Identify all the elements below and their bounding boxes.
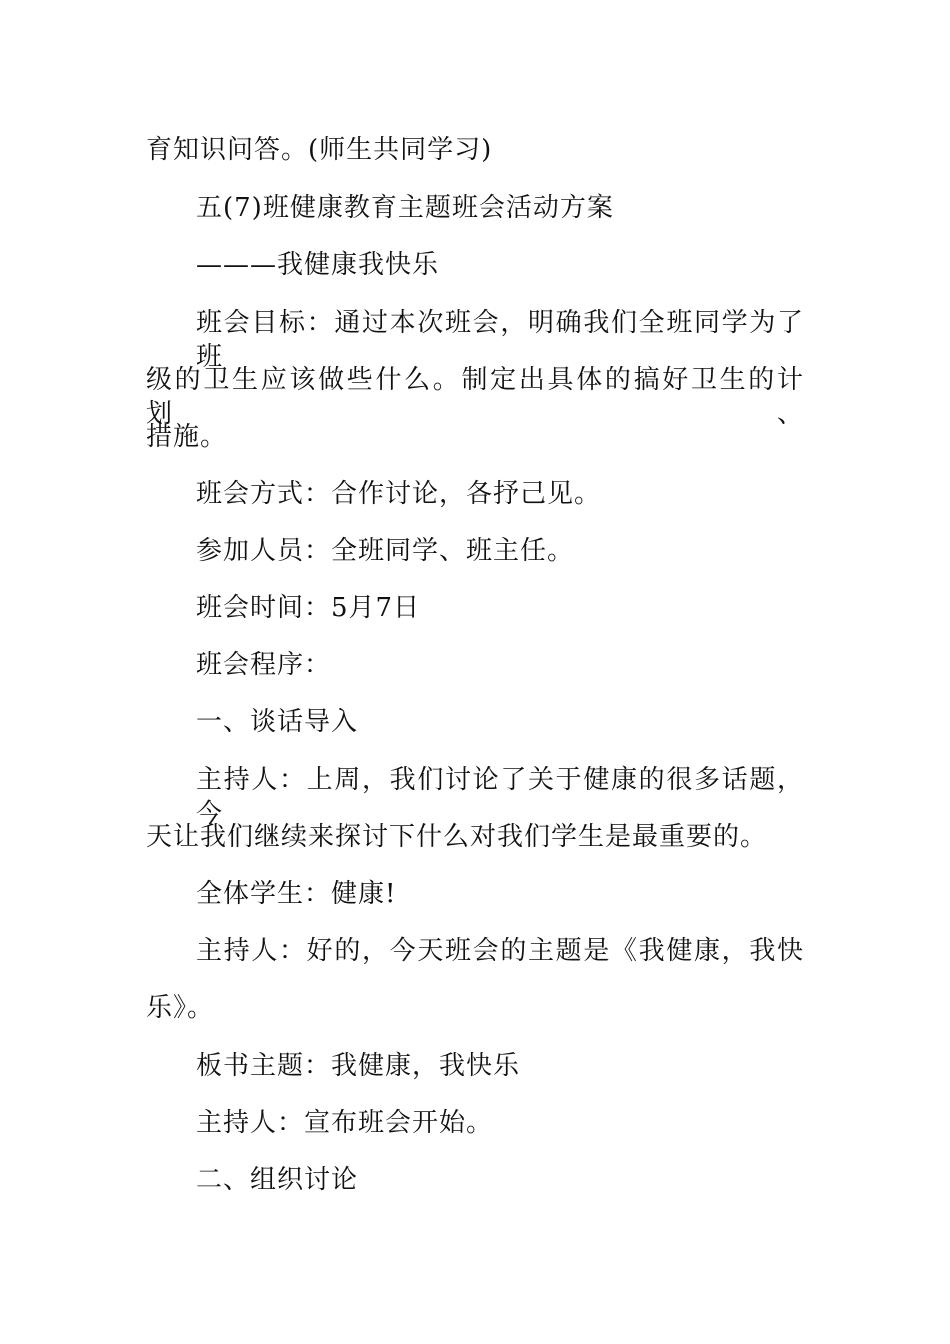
host-line-2: 天让我们继续来探讨下什么对我们学生是最重要的。 <box>146 822 768 852</box>
meeting-goal-line-3: 措施。 <box>146 422 228 452</box>
board-theme: 板书主题：我健康，我快乐 <box>196 1051 521 1081</box>
host-line-1: 主持人：上周，我们讨论了关于健康的很多话题，今 <box>196 765 804 829</box>
students-response: 全体学生：健康! <box>196 879 397 909</box>
host-theme-line-1: 主持人：好的，今天班会的主题是《我健康，我快 <box>196 936 804 966</box>
host-announcement: 主持人：宣布班会开始。 <box>196 1108 494 1138</box>
meeting-goal-line-2: 级的卫生应该做些什么。制定出具体的搞好卫生的计划、 <box>146 365 804 429</box>
meeting-procedure-heading: 班会程序： <box>196 650 332 680</box>
meeting-format: 班会方式：合作讨论，各抒己见。 <box>196 479 602 509</box>
section-heading-1: 一、谈话导入 <box>196 707 359 737</box>
section-heading-2: 二、组织讨论 <box>196 1165 359 1195</box>
host-theme-line-2: 乐》。 <box>146 993 215 1023</box>
meeting-goal-line-1: 班会目标：通过本次班会，明确我们全班同学为了班 <box>196 308 804 372</box>
document-subtitle: ———我健康我快乐 <box>196 250 440 280</box>
meeting-time: 班会时间：5月7日 <box>196 593 421 623</box>
text-line-1: 育知识问答。(师生共同学习) <box>146 135 493 165</box>
participants: 参加人员：全班同学、班主任。 <box>196 536 575 566</box>
document-title: 五(7)班健康教育主题班会活动方案 <box>196 193 614 223</box>
